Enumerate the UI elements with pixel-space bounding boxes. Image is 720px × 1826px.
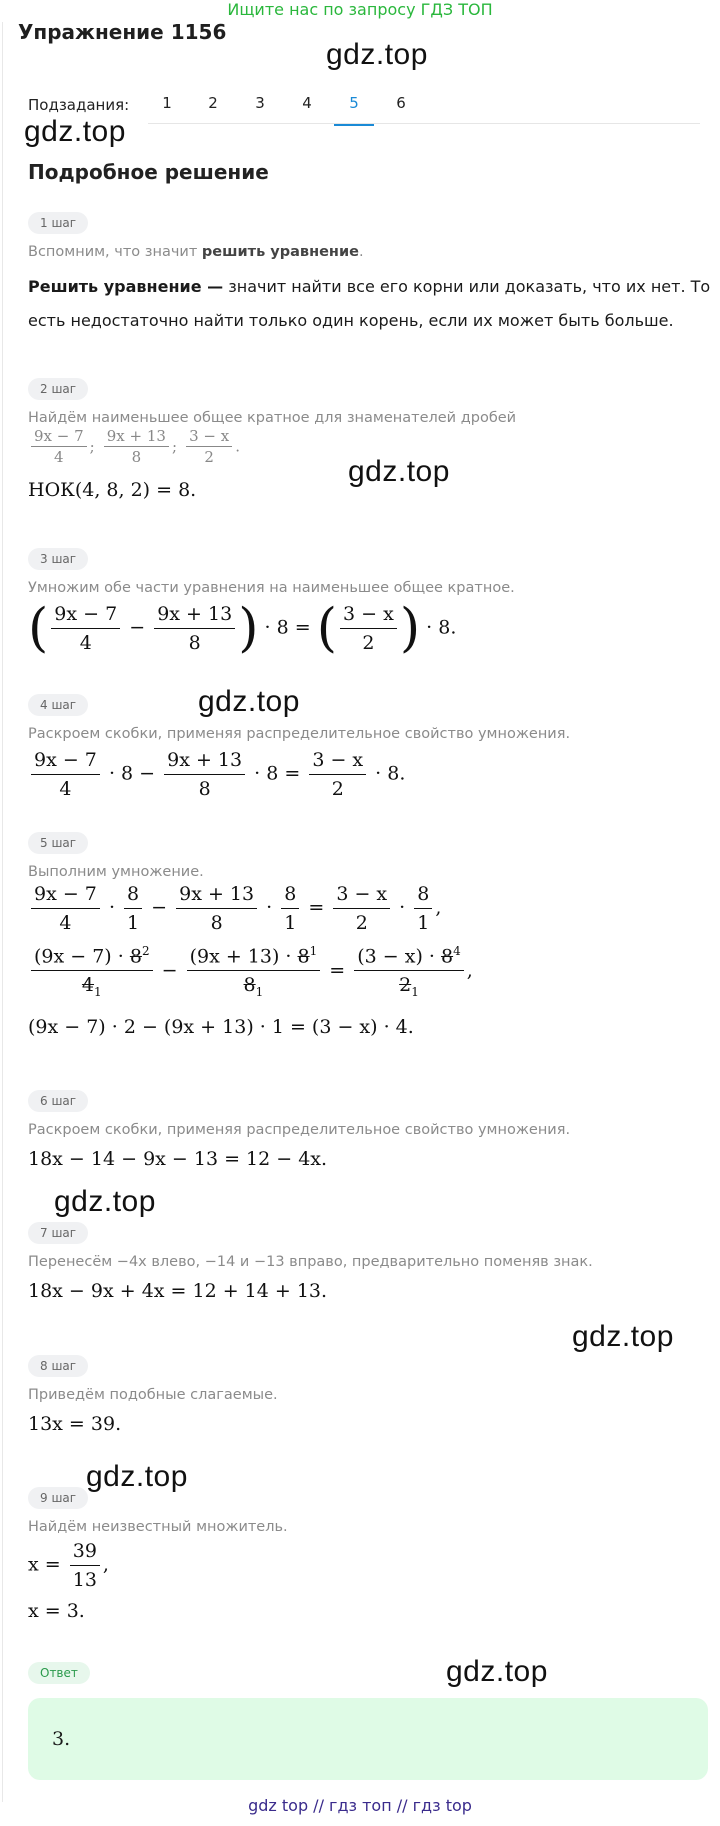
equation: 18x − 9x + 4x = 12 + 14 + 13. bbox=[28, 1280, 328, 1302]
answer-value: 3. bbox=[52, 1728, 71, 1750]
subtask-tab-2[interactable]: 2 bbox=[208, 94, 218, 112]
step-badge: 8 шаг bbox=[28, 1355, 88, 1377]
step-hint: Умножим обе части уравнения на наименьшее общее кратное. bbox=[28, 580, 515, 596]
fraction: $\frac{3 - x}{2}$ bbox=[186, 426, 232, 467]
equation: $\frac{9x - 7}{4}$ · 8 − $\frac{9x + 13}{8}$ · 8 = $\frac{3 - x}{2}$ · 8. bbox=[28, 746, 718, 803]
equation: x = $\frac{39}{13}$ , bbox=[28, 1537, 718, 1594]
top-banner[interactable]: Ищите нас по запросу ГДЗ ТОП bbox=[227, 0, 493, 19]
step-6 bbox=[28, 1090, 718, 1176]
equation-result: (9x − 7) · 2 − (9x + 13) · 1 = (3 − x) · 4. bbox=[28, 1016, 414, 1039]
watermark: gdz.top bbox=[86, 1460, 188, 1493]
step-3 bbox=[28, 548, 718, 657]
equation: 13x = 39. bbox=[28, 1413, 122, 1435]
subtask-tab-5[interactable]: 5 bbox=[334, 94, 374, 126]
watermark: gdz.top bbox=[326, 38, 428, 71]
step-hint: Выполним умножение. bbox=[28, 864, 204, 880]
step-badge: 1 шаг bbox=[28, 212, 88, 234]
step-badge: 4 шаг bbox=[28, 694, 88, 716]
step-hint: Найдём наименьшее общее кратное для знаменателей дробей bbox=[28, 410, 517, 426]
step-8 bbox=[28, 1355, 718, 1441]
subtask-tab-6[interactable]: 6 bbox=[396, 94, 406, 112]
step-badge: 9 шаг bbox=[28, 1487, 88, 1509]
section-title: Подробное решение bbox=[28, 160, 269, 184]
step-hint: Найдём неизвестный множитель. bbox=[28, 1519, 288, 1535]
subtask-tab-1[interactable]: 1 bbox=[162, 94, 172, 112]
equation-cancel: $\frac{(9x - 7) \cdot 8^2}{4_1}$ − $\frac{(9x + 13) \cdot 8^1}{8_1}$ = $\frac{(3 - x) \cdot 8^4}{2_1}$ , bbox=[28, 937, 718, 1006]
equation: 18x − 14 − 9x − 13 = 12 − 4x. bbox=[28, 1148, 328, 1170]
step-badge: 6 шаг bbox=[28, 1090, 88, 1112]
answer-box bbox=[28, 1698, 708, 1780]
step-hint: Вспомним, что значит решить уравнение. bbox=[28, 244, 364, 260]
subtasks-label: Подзадания: bbox=[28, 96, 130, 114]
answer-label bbox=[28, 1662, 90, 1684]
equation: $\frac{9x - 7}{4}$ · $\frac{8}{1}$ − $\frac{9x + 13}{8}$ · $\frac{8}{1}$ = $\frac{3 - x}{2}$ · $\frac{8}{1}$ , bbox=[28, 880, 718, 937]
watermark: gdz.top bbox=[54, 1185, 156, 1218]
answer-badge: Ответ bbox=[28, 1662, 90, 1684]
watermark: gdz.top bbox=[24, 115, 126, 148]
exercise-title: Упражнение 1156 bbox=[18, 20, 227, 44]
step-badge: 2 шаг bbox=[28, 378, 88, 400]
step-hint: Раскроем скобки, применяя распределительное свойство умножения. bbox=[28, 726, 571, 742]
step-badge: 3 шаг bbox=[28, 548, 88, 570]
step-hint: Приведём подобные слагаемые. bbox=[28, 1387, 278, 1403]
subtask-tab-3[interactable]: 3 bbox=[255, 94, 265, 112]
step-5 bbox=[28, 832, 718, 1044]
equation-result: x = 3. bbox=[28, 1600, 85, 1622]
lcm-result: НОК(4, 8, 2) = 8. bbox=[28, 479, 197, 501]
equation: ( $\frac{9x - 7}{4}$ − $\frac{9x + 13}{8}$ ) · 8 = ( $\frac{3 - x}{2}$ ) · 8. bbox=[28, 598, 457, 659]
step-text: Решить уравнение — значит найти все его корни или доказать, что их нет. То есть недостаточно найти только один корень, если их может быть больше. bbox=[28, 277, 711, 330]
footer-links[interactable]: gdz top // гдз топ // гдз top bbox=[248, 1796, 472, 1815]
left-divider bbox=[2, 22, 3, 1802]
watermark: gdz.top bbox=[572, 1320, 674, 1353]
step-9 bbox=[28, 1487, 718, 1628]
watermark: gdz.top bbox=[348, 455, 450, 488]
step-hint: Перенесём −4x влево, −14 и −13 вправо, предварительно поменяв знак. bbox=[28, 1254, 593, 1270]
fraction: $\frac{9x - 7}{4}$ bbox=[31, 426, 87, 467]
step-4 bbox=[28, 694, 718, 803]
step-7 bbox=[28, 1222, 718, 1308]
subtask-tab-4[interactable]: 4 bbox=[302, 94, 312, 112]
step-hint: Раскроем скобки, применяя распределительное свойство умножения. bbox=[28, 1122, 571, 1138]
step-badge: 7 шаг bbox=[28, 1222, 88, 1244]
watermark: gdz.top bbox=[198, 685, 300, 718]
step-1 bbox=[28, 212, 718, 338]
fraction: $\frac{9x + 13}{8}$ bbox=[104, 426, 169, 467]
watermark: gdz.top bbox=[446, 1655, 548, 1688]
fractions-list: $\frac{9x - 7}{4}$ ; $\frac{9x + 13}{8}$ ; $\frac{3 - x}{2}$ . bbox=[28, 426, 718, 467]
step-badge: 5 шаг bbox=[28, 832, 88, 854]
